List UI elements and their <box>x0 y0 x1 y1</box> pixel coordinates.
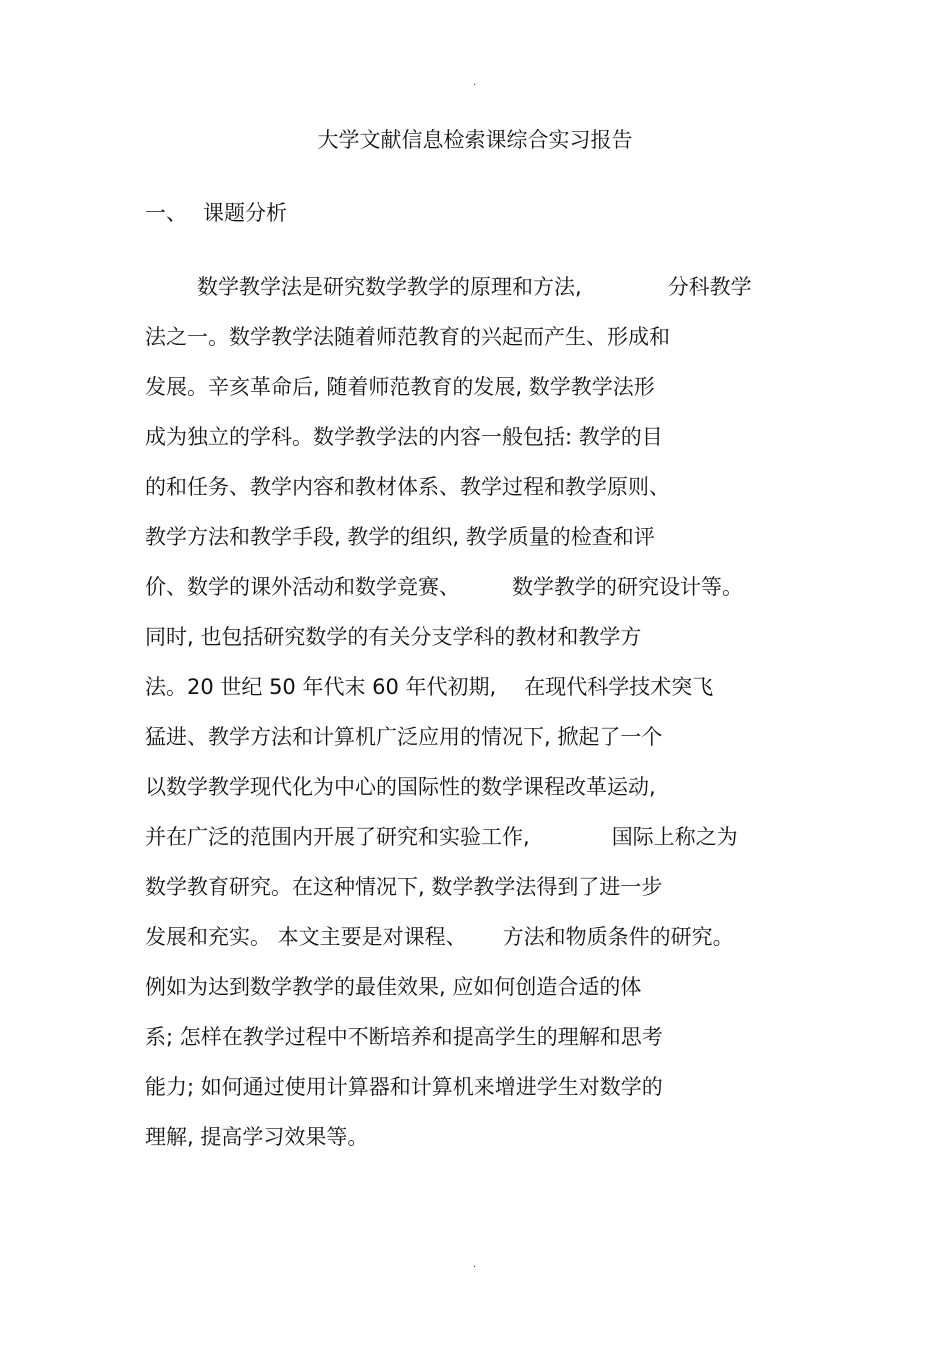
paragraph-line <box>145 521 805 571</box>
paragraph-line <box>145 621 805 671</box>
paragraph-line <box>145 421 805 471</box>
line-text: 系; 怎样在教学过程中不断培养和提高学生的理解和思考 <box>145 1025 663 1049</box>
paragraph-line <box>145 371 805 421</box>
line-text: 数学教育研究。在这种情况下, 数学教学法得到了进一步 <box>145 875 663 899</box>
page-bottom-mark: . <box>473 1259 477 1270</box>
paragraph-line <box>145 821 805 871</box>
line-text: 成为独立的学科。数学教学法的内容一般包括: 教学的目 <box>145 425 663 449</box>
line-text: 教学方法和教学手段, 教学的组织, 教学质量的检查和评 <box>145 525 655 549</box>
line-text: 法。20 世纪 50 年代末 60 年代初期, <box>145 675 497 699</box>
line-text: 在现代科学技术突飞 <box>524 675 714 699</box>
line-text: 能力; 如何通过使用计算器和计算机来增进学生对数学的 <box>145 1075 663 1099</box>
line-text: 方法和物质条件的研究。 <box>502 925 734 949</box>
paragraph-line <box>145 771 805 821</box>
line-text: 法之一。数学教学法随着师范教育的兴起而产生、形成和 <box>145 325 670 349</box>
line-text: 分科教学 <box>667 275 752 299</box>
line-text: 的和任务、教学内容和教材体系、教学过程和教学原则、 <box>145 475 670 499</box>
section-title: 课题分析 <box>203 201 287 225</box>
section-heading <box>145 197 287 229</box>
paragraph-line <box>145 871 805 921</box>
line-text: 例如为达到数学教学的最佳效果, 应如何创造合适的体 <box>145 975 642 999</box>
line-text: 理解, 提高学习效果等。 <box>145 1125 369 1149</box>
body-paragraph <box>145 271 805 1171</box>
line-text: 数学教学的研究设计等。 <box>512 575 743 599</box>
line-text: 以数学教学现代化为中心的国际性的数学课程改革运动, <box>145 775 656 799</box>
line-text: 并在广泛的范围内开展了研究和实验工作, <box>145 825 530 849</box>
page-top-mark: . <box>473 77 477 88</box>
section-number: 一、 <box>145 201 187 225</box>
line-text: 数学教学法是研究数学教学的原理和方法, <box>197 275 582 299</box>
paragraph-line <box>145 1121 805 1171</box>
document-title: 大学文献信息检索课综合实习报告 <box>317 128 633 152</box>
paragraph-line <box>145 1021 805 1071</box>
paragraph-line <box>145 271 805 321</box>
paragraph-line <box>145 1071 805 1121</box>
line-text: 发展。辛亥革命后, 随着师范教育的发展, 数学教学法形 <box>145 375 655 399</box>
paragraph-line <box>145 571 805 621</box>
paragraph-line <box>145 971 805 1021</box>
paragraph-line <box>145 921 805 971</box>
paragraph-line <box>145 471 805 521</box>
line-text: 同时, 也包括研究数学的有关分支学科的教材和教学方 <box>145 625 642 649</box>
paragraph-line <box>145 671 805 721</box>
line-text: 国际上称之为 <box>611 825 738 849</box>
line-text: 发展和充实。 本文主要是对课程、 <box>145 925 467 949</box>
paragraph-line <box>145 721 805 771</box>
line-text: 猛进、教学方法和计算机广泛应用的情况下, 掀起了一个 <box>145 725 663 749</box>
line-text: 价、数学的课外活动和数学竞赛、 <box>145 575 460 599</box>
paragraph-line <box>145 321 805 371</box>
